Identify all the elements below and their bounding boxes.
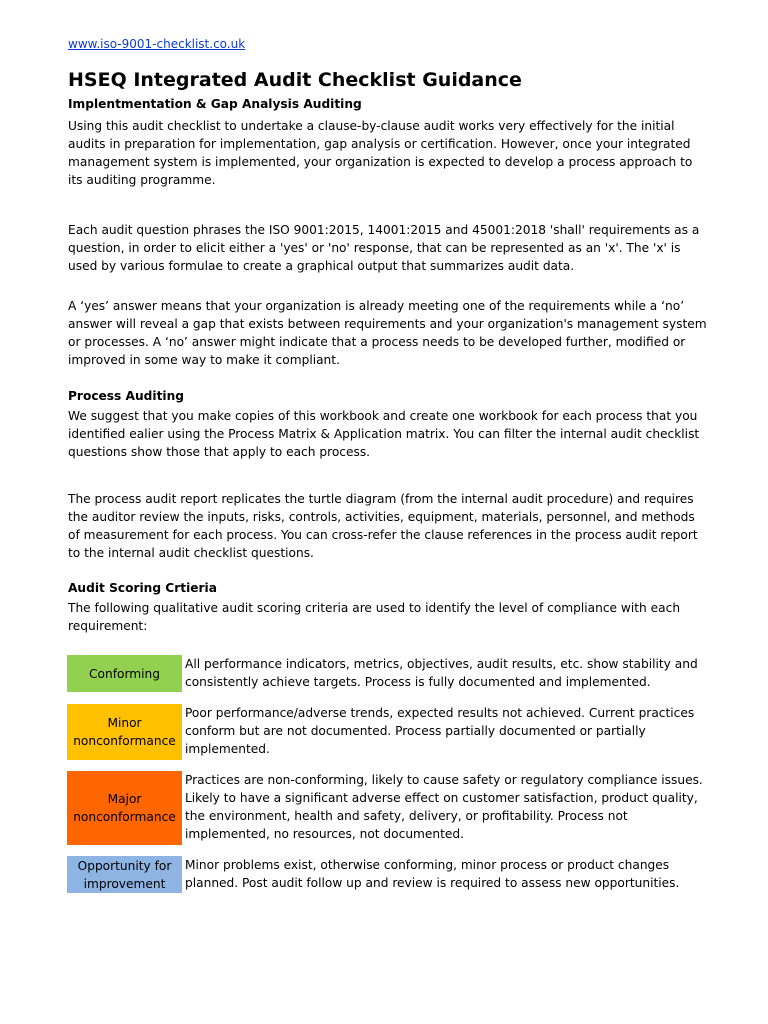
criteria-row-major (67, 771, 717, 845)
implementation-paragraph-1: Using this audit checklist to undertake a clause-by-clause audit works very effectively for the initial audits in preparation for implementation, gap analysis or certification. However, once your integrated management system is implemented, your organization is expected to develop a process approach to its auditing programme. (68, 119, 693, 187)
criteria-description: All performance indicators, metrics, objectives, audit results, etc. show stability and consistently achieve targets. Process is fully documented and implemented. (185, 657, 698, 689)
criteria-swatch-major (67, 771, 182, 845)
criteria-label: Major nonconformance (73, 792, 176, 824)
criteria-description: Poor performance/adverse trends, expected results not achieved. Current practices conform but are not documented. Process partially documented or partially implemented. (185, 706, 695, 756)
criteria-swatch-minor (67, 704, 182, 760)
process-paragraph-1: We suggest that you make copies of this workbook and create one workbook for each process that you identified ealier using the Process Matrix & Application matrix. You can filter the internal audit checklist questions show those that apply to each process. (68, 409, 700, 459)
criteria-row-conforming (67, 655, 717, 692)
implementation-paragraph-2: Each audit question phrases the ISO 9001:2015, 14001:2015 and 45001:2018 'shall' requirements as a question, in order to elicit either a 'yes' or 'no' response, that can be represented as an 'x'. The 'x' is used by various formulae to create a graphical output that summarizes audit data. (68, 223, 700, 273)
website-link[interactable]: www.iso-9001-checklist.co.uk (68, 37, 246, 51)
implementation-paragraph-3: A ‘yes’ answer means that your organization is already meeting one of the requirements while a ‘no’ answer will reveal a gap that exists between requirements and your organization's management system or processes. A ‘no’ answer might indicate that a process needs to be developed further, modified or improved in some way to make it compliant. (68, 299, 707, 367)
page-title: HSEQ Integrated Audit Checklist Guidance (68, 69, 522, 91)
criteria-swatch-opportunity (67, 856, 182, 893)
implementation-heading: Implentmentation & Gap Analysis Auditing (68, 97, 362, 111)
criteria-label: Opportunity for improvement (77, 858, 172, 891)
scoring-heading: Audit Scoring Crtieria (68, 581, 217, 595)
process-paragraph-2: The process audit report replicates the turtle diagram (from the internal audit procedure) and requires the auditor review the inputs, risks, controls, activities, equipment, materials, personnel, and methods of measurement for each process. You can cross-refer the clause references in the process audit report to the internal audit checklist questions. (68, 492, 698, 560)
criteria-label: Minor nonconformance (73, 716, 176, 748)
criteria-row-minor (67, 704, 717, 760)
process-auditing-heading: Process Auditing (68, 389, 184, 403)
criteria-row-opportunity (67, 856, 717, 893)
criteria-description: Minor problems exist, otherwise conforming, minor process or product changes planned. Post audit follow up and review is required to assess new opportunities. (185, 858, 680, 890)
criteria-label: Conforming (89, 666, 160, 681)
criteria-swatch-conforming (67, 655, 182, 692)
criteria-description: Practices are non-conforming, likely to cause safety or regulatory compliance issues. Likely to have a significant adverse effect on customer satisfaction, product quality, the environment, health and safety, delivery, or profitability. Process not implemented, no resources, not documented. (185, 773, 703, 841)
scoring-intro: The following qualitative audit scoring criteria are used to identify the level of compliance with each requirement: (68, 601, 681, 633)
